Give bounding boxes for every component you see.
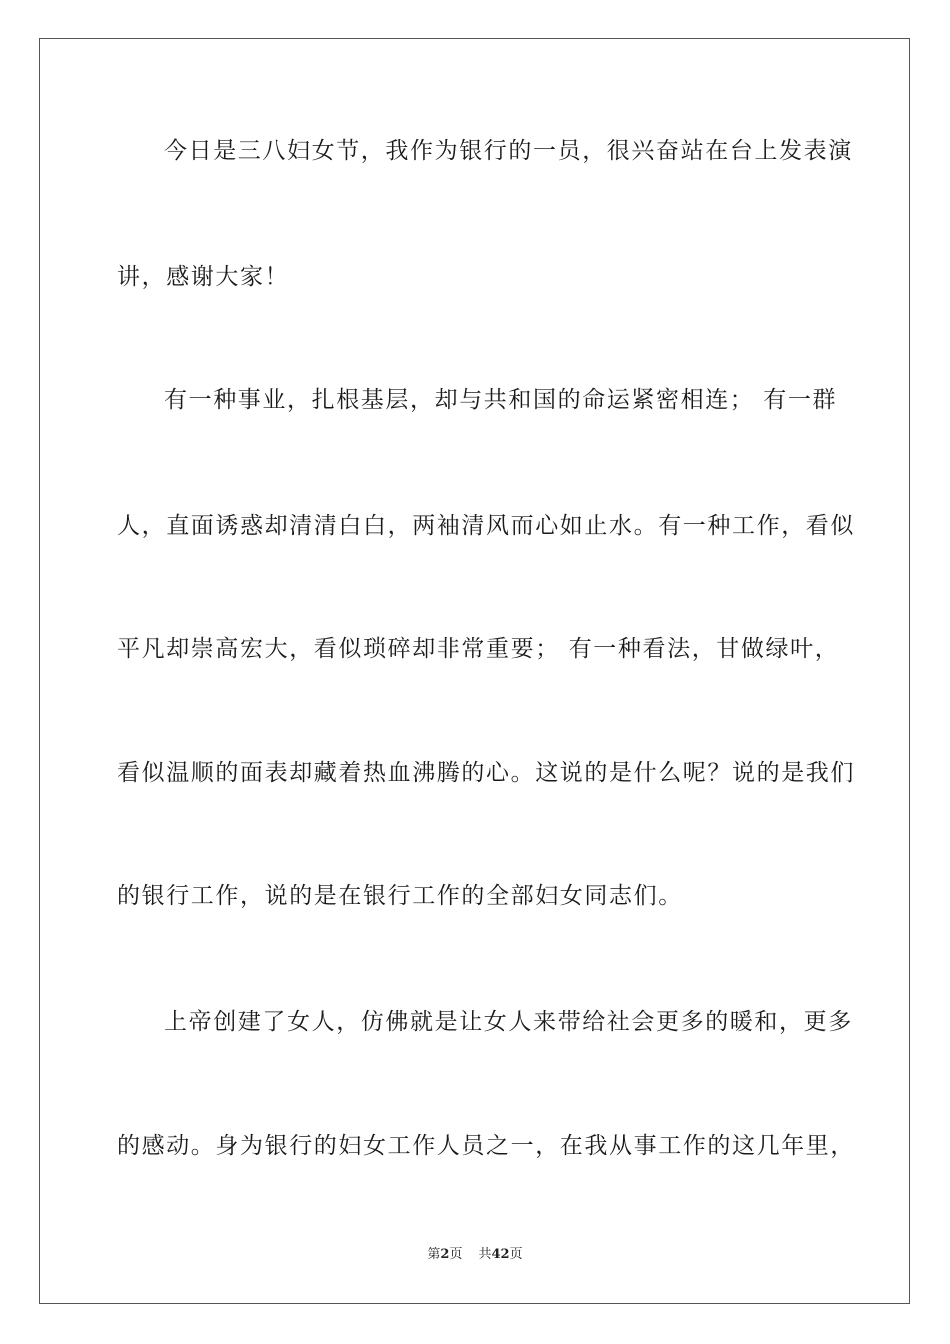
- page-prefix: 第: [427, 1247, 441, 1262]
- page-frame: [39, 38, 910, 1304]
- paragraph-3-line-2: 的感动。身为银行的妇女工作人员之一，在我从事工作的这几年里，: [117, 1133, 855, 1159]
- paragraph-2-line-4: 看似温顺的面表却藏着热血沸腾的心。这说的是什么呢？说的是我们: [117, 760, 855, 786]
- page-suffix: 页: [449, 1247, 463, 1262]
- paragraph-1-line-2: 讲，感谢大家！: [117, 264, 290, 290]
- paragraph-2-line-2: 人，直面诱惑却清清白白，两袖清风而心如止水。有一种工作，看似: [117, 513, 855, 539]
- page-footer: [0, 1246, 950, 1264]
- paragraph-2-line-1: 有一种事业，扎根基层，却与共和国的命运紧密相连； 有一群: [164, 387, 838, 413]
- paragraph-2-line-3: 平凡却崇高宏大，看似琐碎却非常重要； 有一种看法，甘做绿叶，: [117, 636, 840, 662]
- paragraph-1-line-1: 今日是三八妇女节，我作为银行的一员，很兴奋站在台上发表演: [164, 138, 853, 164]
- paragraph-2-line-5: 的银行工作，说的是在银行工作的全部妇女同志们。: [117, 883, 683, 909]
- total-pages-number: 42: [491, 1247, 510, 1262]
- total-suffix: 页: [509, 1247, 523, 1262]
- paragraph-3-line-1: 上帝创建了女人，仿佛就是让女人来带给社会更多的暖和，更多: [164, 1009, 853, 1035]
- current-page-number: 2: [440, 1247, 450, 1262]
- total-prefix: 共: [478, 1247, 492, 1262]
